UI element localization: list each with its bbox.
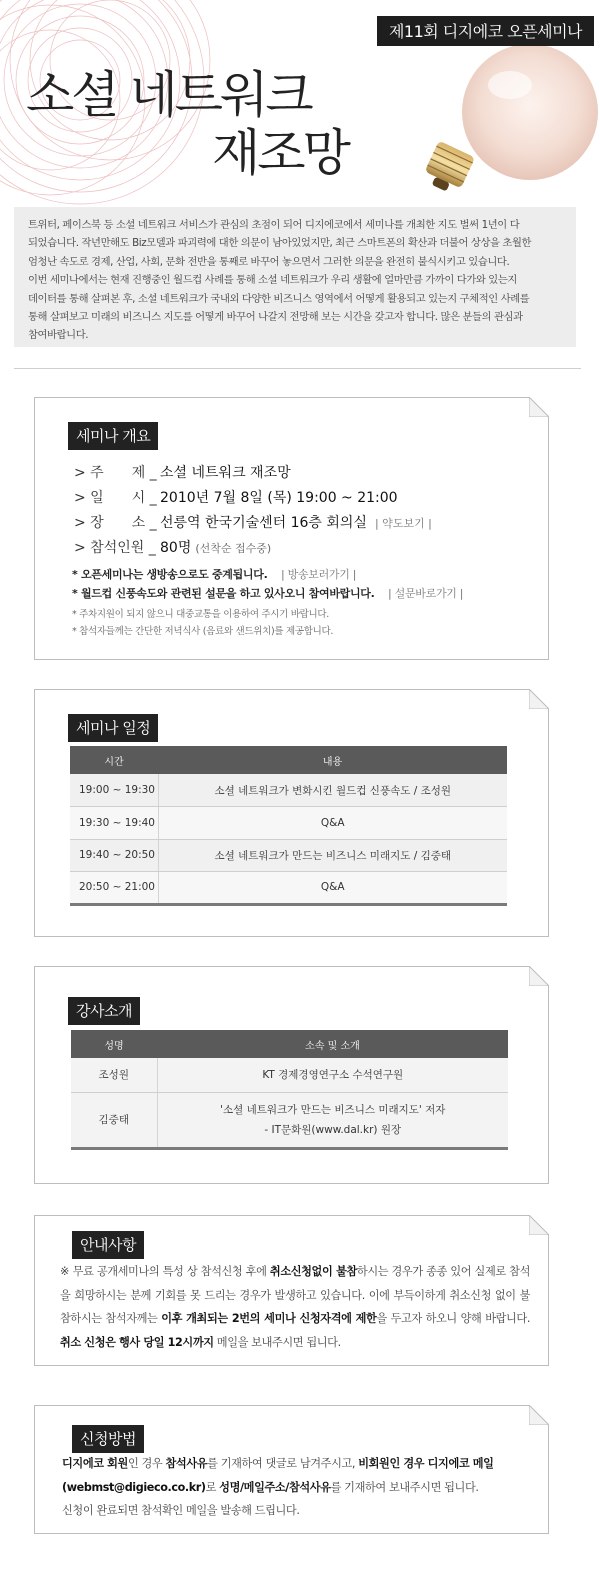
notice-text-part: 메일을 보내주시면 됩니다. xyxy=(213,1335,341,1349)
notice-text-part: 하시는 경우가 종종 있어 실제로 참석을 희망하시는 분께 기회를 못 드리는 경우가 발생하고 있습니다. 이에 부득이하게 취소신청 없이 불참하시는 참석자께는 xyxy=(60,1265,530,1325)
affiliation-line: - IT문화원(www.dal.kr) 원장 xyxy=(264,1123,402,1136)
table-header-row xyxy=(71,1030,508,1058)
apply-emphasis: 비회원인 경우 디지에코 메일(webmst@digieco.co.kr) xyxy=(62,1457,494,1494)
parking-note: * 주차지원이 되지 않으니 대중교통을 이용하여 주시기 바랍니다. xyxy=(72,609,330,620)
lecturer-affiliation xyxy=(157,1092,508,1148)
table-row xyxy=(70,807,507,840)
table-row xyxy=(70,872,507,905)
apply-emphasis: 디지에코 회원 xyxy=(62,1457,128,1470)
overview-row-date xyxy=(74,487,398,507)
row-value: 소셜 네트워크 재조망 xyxy=(160,465,291,481)
row-value: 선릉역 한국기술센터 16층 회의실 xyxy=(160,515,367,531)
header-affiliation: 소속 및 소개 xyxy=(157,1030,508,1058)
page-title-line1: 소셜 네트워크 xyxy=(26,66,311,124)
time-cell: 19:40 ~ 20:50 xyxy=(70,839,158,872)
schedule-title: 세미나 일정 xyxy=(68,714,158,742)
apply-text-part: 로 xyxy=(205,1480,220,1494)
notice-emphasis: 이후 개최되는 2번의 세미나 신청자격에 제한 xyxy=(161,1312,377,1325)
page-fold-icon xyxy=(529,966,549,986)
apply-title: 신청방법 xyxy=(72,1425,144,1453)
lecturer-name: 조성원 xyxy=(71,1058,157,1092)
intro-line: 트위터, 페이스북 등 소셜 네트워크 서비스가 관심의 초점이 되어 디지에코에서 세미나를 개최한 지도 벌써 1년이 다 xyxy=(28,219,520,231)
apply-text-part: 를 기재하여 댓글로 남겨주시고, xyxy=(207,1457,359,1470)
lecturer-name: 김중태 xyxy=(71,1092,157,1148)
content-cell: 소셜 네트워크가 만드는 비즈니스 미래지도 / 김중태 xyxy=(158,839,507,872)
table-row xyxy=(70,839,507,872)
overview-row-attendees xyxy=(74,537,271,557)
header-name: 성명 xyxy=(71,1030,157,1058)
time-cell: 20:50 ~ 21:00 xyxy=(70,872,158,905)
header-banner xyxy=(0,0,600,205)
header-time: 시간 xyxy=(70,746,158,774)
survey-note xyxy=(72,585,463,601)
time-cell: 19:00 ~ 19:30 xyxy=(70,774,158,807)
intro-line: 통해 살펴보고 미래의 비즈니스 지도를 어떻게 바꾸어 나갈지 전망해 보는 시간을 갖고자 합니다. 많은 분들의 관심과 xyxy=(28,311,523,324)
row-value: 2010년 7월 8일 (목) 19:00 ~ 21:00 xyxy=(160,490,398,506)
notice-text-part: ※ 무료 공개세미나의 특성 상 참석신청 후에 xyxy=(60,1265,270,1278)
table-row xyxy=(71,1058,508,1092)
intro-text xyxy=(14,207,576,347)
row-note: (선착순 접수중) xyxy=(195,542,272,555)
intro-line: 엄청난 속도로 경제, 산업, 사회, 문화 전반을 통째로 바꾸어 놓으면서 그러한 의문을 완전히 불식시키고 있습니다. xyxy=(28,255,510,268)
broadcast-link[interactable]: | 방송보러가기 | xyxy=(281,568,357,581)
broadcast-note xyxy=(72,566,356,582)
lecturers-table xyxy=(71,1030,508,1150)
apply-confirm-line: 신청이 완료되면 참석확인 메일을 발송해 드립니다. xyxy=(62,1504,300,1517)
row-label: > 일 시 _ xyxy=(74,490,157,506)
affiliation-line: KT 경제경영연구소 수석연구원 xyxy=(262,1069,404,1082)
affiliation-line: '소셜 네트워크가 만드는 비즈니스 미래지도' 저자 xyxy=(220,1103,446,1116)
page-title-line2: 재조망 xyxy=(212,124,348,182)
divider xyxy=(14,368,581,369)
apply-text-part: 인 경우 xyxy=(127,1457,166,1470)
notice-title: 안내사항 xyxy=(72,1231,144,1259)
table-row xyxy=(71,1092,508,1148)
content-cell: Q&A xyxy=(158,872,507,905)
apply-text xyxy=(62,1452,532,1523)
notice-emphasis: 취소 신청은 행사 당일 12시까지 xyxy=(60,1335,214,1349)
apply-text-part: 를 기재하여 보내주시면 됩니다. xyxy=(330,1480,479,1494)
map-link[interactable]: | 약도보기 | xyxy=(374,517,432,530)
row-label: > 장 소 _ xyxy=(74,515,157,531)
page-fold-icon xyxy=(529,1215,549,1235)
content-cell: 소셜 네트워크가 변화시킨 월드컵 신풍속도 / 조성원 xyxy=(158,774,507,807)
row-label: > 참석인원 _ xyxy=(74,540,156,556)
schedule-table xyxy=(70,746,507,906)
table-row xyxy=(70,774,507,807)
intro-line: 데이터를 통해 살펴본 후, 소셜 네트워크가 국내외 다양한 비즈니스 영역에서 어떻게 활용되고 있는지 구체적인 사례를 xyxy=(28,292,530,305)
intro-line: 참여바랍니다. xyxy=(28,329,89,342)
page-fold-icon xyxy=(529,397,549,417)
overview-row-topic xyxy=(74,462,291,482)
survey-link[interactable]: | 설문바로가기 | xyxy=(388,587,464,600)
lecturer-affiliation xyxy=(157,1058,508,1092)
lecturers-title: 강사소개 xyxy=(68,997,140,1025)
seminar-badge: 제11회 디지에코 오픈세미나 xyxy=(377,16,594,46)
time-cell: 19:30 ~ 19:40 xyxy=(70,807,158,840)
row-label: > 주 제 _ xyxy=(74,465,157,481)
broadcast-note-text: * 오픈세미나는 생방송으로도 중계됩니다. xyxy=(72,568,268,581)
header-content: 내용 xyxy=(158,746,507,774)
notice-emphasis: 취소신청없이 불참 xyxy=(269,1265,357,1278)
content-cell: Q&A xyxy=(158,807,507,840)
overview-row-place xyxy=(74,512,432,532)
table-header-row xyxy=(70,746,507,774)
notice-text-part: 을 두고자 하오니 양해 바랍니다. xyxy=(376,1312,530,1325)
survey-note-text: * 월드컵 신풍속도와 관련된 설문을 하고 있사오니 참여바랍니다. xyxy=(72,587,375,600)
page-fold-icon xyxy=(529,1405,549,1425)
dinner-note: * 참석자들께는 간단한 저녁식사 (음료와 샌드위치)를 제공합니다. xyxy=(72,626,334,637)
intro-line: 되었습니다. 작년만해도 Biz모델과 파괴력에 대한 의문이 남아있었지만, 최근 스마트폰의 확산과 더불어 상상을 초월한 xyxy=(28,237,532,250)
notice-text xyxy=(60,1260,530,1354)
apply-emphasis: 성명/메일주소/참석사유 xyxy=(219,1480,331,1494)
row-value: 80명 xyxy=(160,540,192,556)
intro-line: 이번 세미나에서는 현재 진행중인 월드컵 사례를 통해 소셜 네트워크가 우리 생활에 얼마만큼 가까이 다가와 있는지 xyxy=(28,274,517,287)
light-bulb-image xyxy=(360,40,600,205)
apply-emphasis: 참석사유 xyxy=(165,1457,208,1470)
page-fold-icon xyxy=(529,689,549,709)
overview-title: 세미나 개요 xyxy=(68,422,158,450)
